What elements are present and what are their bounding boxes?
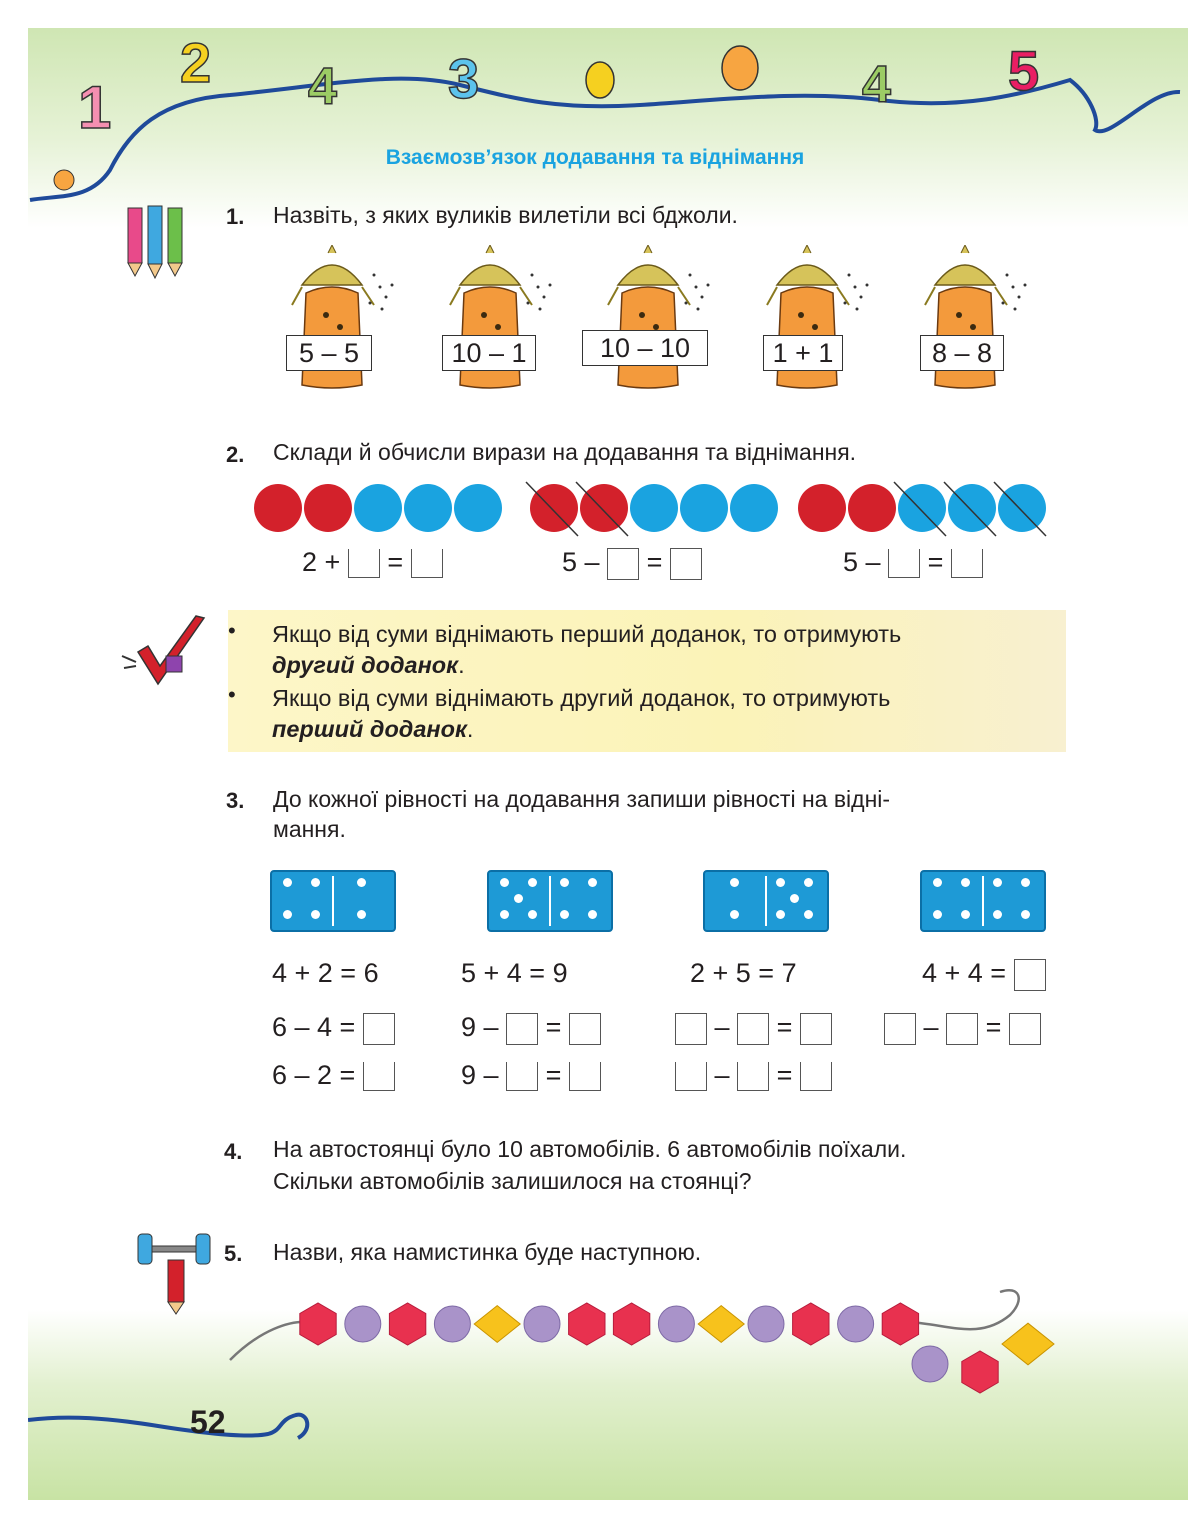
blue-counter <box>404 484 452 532</box>
answer-sphere-bead <box>912 1346 948 1382</box>
task3-text-line2: мання. <box>273 816 346 842</box>
domino-divider <box>332 876 334 926</box>
equation-text: – <box>714 1060 730 1090</box>
domino-pip <box>560 878 569 887</box>
equation-text: 4 + 4 = <box>922 958 1007 988</box>
equals-sign: = <box>776 1060 793 1090</box>
domino-pip <box>933 910 942 919</box>
hex-bead <box>613 1303 649 1345</box>
bullet: • <box>228 618 236 643</box>
rule-2 <box>272 683 1054 745</box>
weightlifter-pencil-icon <box>132 1226 222 1316</box>
domino-pip <box>528 910 537 919</box>
equals-sign: = <box>387 547 404 577</box>
diamond-bead <box>474 1306 520 1343</box>
sphere-bead <box>345 1306 381 1342</box>
answer-slot[interactable] <box>737 1062 769 1091</box>
domino-pip <box>1021 878 1030 887</box>
equation <box>922 958 1046 991</box>
beehive-label: 8 – 8 <box>920 335 1004 371</box>
blue-counter <box>680 484 728 532</box>
equals-sign: = <box>776 1012 793 1042</box>
domino-pip <box>961 910 970 919</box>
rule-2-text: Якщо від суми віднімають другий доданок, то отримують <box>272 685 891 711</box>
equation <box>272 1012 395 1045</box>
red-counter <box>254 484 302 532</box>
necklace-thread <box>230 1322 310 1360</box>
answer-box[interactable] <box>946 1013 978 1045</box>
domino-icon <box>703 870 829 932</box>
domino-pip <box>804 910 813 919</box>
domino-pip <box>588 878 597 887</box>
domino-pip <box>933 878 942 887</box>
blue-counter <box>948 484 996 532</box>
answer-slot[interactable] <box>569 1062 601 1091</box>
domino-pip <box>311 878 320 887</box>
red-counter <box>580 484 628 532</box>
domino-pip <box>1021 910 1030 919</box>
domino-pip <box>500 878 509 887</box>
domino-pip <box>588 910 597 919</box>
equation <box>272 1060 395 1091</box>
equation <box>675 1060 832 1091</box>
hex-bead <box>300 1303 336 1345</box>
hex-bead <box>389 1303 425 1345</box>
beehive-icon <box>598 245 718 395</box>
domino-pip <box>528 878 537 887</box>
period: . <box>458 652 465 678</box>
red-counter <box>530 484 578 532</box>
domino-pip <box>311 910 320 919</box>
page-number: 52 <box>190 1404 226 1440</box>
equals-sign: = <box>985 1012 1002 1042</box>
number-five-character-icon <box>1008 39 1039 102</box>
beehive-icon <box>757 245 877 395</box>
number-one-character-icon <box>78 74 111 141</box>
answer-box[interactable] <box>737 1013 769 1045</box>
task3-text <box>273 784 1063 844</box>
sphere-bead <box>658 1306 694 1342</box>
domino-pip <box>730 910 739 919</box>
answer-box[interactable] <box>800 1013 832 1045</box>
answer-box[interactable] <box>884 1013 916 1045</box>
equals-sign: = <box>646 547 663 577</box>
rule-box <box>228 610 1066 752</box>
beehive-icon <box>915 245 1035 395</box>
red-counter <box>304 484 352 532</box>
bullet: • <box>228 682 236 707</box>
domino-pip <box>993 910 1002 919</box>
page-title: Взаємозв’язок додавання та віднімання <box>385 146 805 169</box>
necklace-thread <box>910 1290 1019 1329</box>
svg-text:4: 4 <box>862 56 891 114</box>
task5-number: 5. <box>224 1241 243 1266</box>
diamond-bead <box>698 1306 744 1343</box>
equals-sign: = <box>927 547 944 577</box>
rule-2-bold: перший доданок <box>272 716 467 742</box>
domino-pip <box>357 878 366 887</box>
domino-pip <box>776 878 785 887</box>
number-zero-character-icon <box>586 46 758 98</box>
task3-number: 3. <box>226 788 245 813</box>
task1-text: Назвіть, з яких вуликів вилетіли всі бджоли. <box>273 202 738 228</box>
equation-text: – <box>714 1012 730 1042</box>
svg-text:3: 3 <box>448 47 480 110</box>
equation <box>461 1012 601 1045</box>
task4-number: 4. <box>224 1139 243 1164</box>
blue-counter <box>354 484 402 532</box>
domino-pip <box>560 910 569 919</box>
answer-box[interactable] <box>607 548 639 580</box>
small-star-character-icon <box>54 170 74 190</box>
sphere-bead <box>748 1306 784 1342</box>
domino-icon <box>920 870 1046 932</box>
domino-pip <box>357 910 366 919</box>
task3-text-line1: До кожної рівності на додавання запиши рівності на відні- <box>273 786 891 812</box>
red-counter <box>798 484 846 532</box>
equals-sign: = <box>545 1012 562 1042</box>
hex-bead <box>882 1303 918 1345</box>
answer-slot[interactable] <box>675 1062 707 1091</box>
task2-text: Склади й обчисли вирази на додавання та віднімання. <box>273 439 857 465</box>
beehive-label: 10 – 1 <box>442 335 536 371</box>
domino-icon <box>270 870 396 932</box>
task2-expression-1 <box>302 547 443 578</box>
domino-pip <box>961 878 970 887</box>
counters-figure <box>250 480 1060 540</box>
svg-text:1: 1 <box>78 74 112 141</box>
answer-box[interactable] <box>670 548 702 580</box>
footer-wave <box>28 1390 318 1470</box>
blue-counter <box>898 484 946 532</box>
domino-pip <box>500 910 509 919</box>
header-decoration <box>0 0 1190 230</box>
answer-box[interactable] <box>569 1013 601 1045</box>
equation: 5 + 4 = 9 <box>461 958 568 988</box>
task2-number: 2. <box>226 442 245 467</box>
domino-pip <box>283 910 292 919</box>
equation <box>675 1012 832 1045</box>
answer-slot[interactable] <box>951 549 983 578</box>
domino-icon <box>487 870 613 932</box>
domino-pip <box>776 910 785 919</box>
answer-slot[interactable] <box>506 1062 538 1091</box>
sphere-bead <box>434 1306 470 1342</box>
svg-text:4: 4 <box>308 58 337 116</box>
beehive-label: 1 + 1 <box>763 335 843 371</box>
beehive-icon <box>440 245 560 395</box>
rule-1-bold: другий доданок <box>272 652 459 678</box>
bead-necklace <box>220 1280 1080 1410</box>
equation: 4 + 2 = 6 <box>272 958 379 988</box>
expression-text: 5 – <box>843 547 881 577</box>
domino-divider <box>765 876 767 926</box>
number-two-character-icon <box>180 31 211 94</box>
blue-counter <box>630 484 678 532</box>
rule-1-text: Якщо від суми віднімають перший доданок, то отримують <box>272 621 902 647</box>
equation: 2 + 5 = 7 <box>690 958 797 988</box>
answer-box[interactable] <box>506 1013 538 1045</box>
task4-line1: На автостоянці було 10 автомобілів. 6 автомобілів поїхали. <box>273 1136 907 1162</box>
answer-slot[interactable] <box>348 549 380 578</box>
equation-text: – <box>923 1012 939 1042</box>
number-three-character-icon <box>448 47 479 110</box>
blue-counter <box>730 484 778 532</box>
beehive-icon <box>282 245 402 395</box>
svg-text:5: 5 <box>1008 39 1040 102</box>
blue-counter <box>998 484 1046 532</box>
task1-number: 1. <box>226 204 245 229</box>
beehive-label: 5 – 5 <box>286 335 372 371</box>
checkmark-character-icon <box>118 612 208 692</box>
expression-text: 5 – <box>562 547 600 577</box>
red-counter <box>848 484 896 532</box>
answer-box[interactable] <box>675 1013 707 1045</box>
task4-line2: Скільки автомобілів залишилося на стоянці? <box>273 1168 752 1194</box>
blue-counter <box>454 484 502 532</box>
equation-text: 6 – 2 = <box>272 1060 356 1090</box>
expression-text: 2 + <box>302 547 341 577</box>
task5-text: Назви, яка намистинка буде наступною. <box>273 1239 702 1265</box>
hex-bead <box>569 1303 605 1345</box>
domino-pip <box>730 878 739 887</box>
domino-divider <box>982 876 984 926</box>
beehive-label: 10 – 10 <box>582 330 708 366</box>
domino-pip <box>804 878 813 887</box>
equation-text: 9 – <box>461 1012 499 1042</box>
answer-box[interactable] <box>1009 1013 1041 1045</box>
answer-hex-bead <box>962 1351 998 1393</box>
sphere-bead <box>838 1306 874 1342</box>
domino-pip <box>514 894 523 903</box>
sphere-bead <box>524 1306 560 1342</box>
svg-text:2: 2 <box>180 31 212 94</box>
answer-slot[interactable] <box>888 549 920 578</box>
answer-diamond-bead <box>1002 1323 1054 1365</box>
domino-divider <box>549 876 551 926</box>
hex-bead <box>793 1303 829 1345</box>
answer-slot[interactable] <box>800 1062 832 1091</box>
answer-slot[interactable] <box>411 549 443 578</box>
domino-pip <box>993 878 1002 887</box>
rule-1 <box>272 619 1054 681</box>
answer-slot[interactable] <box>363 1062 395 1091</box>
answer-box[interactable] <box>363 1013 395 1045</box>
task2-expression-2 <box>562 547 702 580</box>
domino-pip <box>283 878 292 887</box>
period: . <box>466 716 474 742</box>
task2-expression-3 <box>843 547 983 578</box>
equation-text: 9 – <box>461 1060 499 1090</box>
pencils-icon <box>120 200 200 280</box>
equation <box>461 1060 601 1091</box>
answer-box[interactable] <box>1014 959 1046 991</box>
domino-pip <box>790 894 799 903</box>
equation <box>884 1012 1041 1045</box>
equals-sign: = <box>545 1060 562 1090</box>
equation-text: 6 – 4 = <box>272 1012 356 1042</box>
